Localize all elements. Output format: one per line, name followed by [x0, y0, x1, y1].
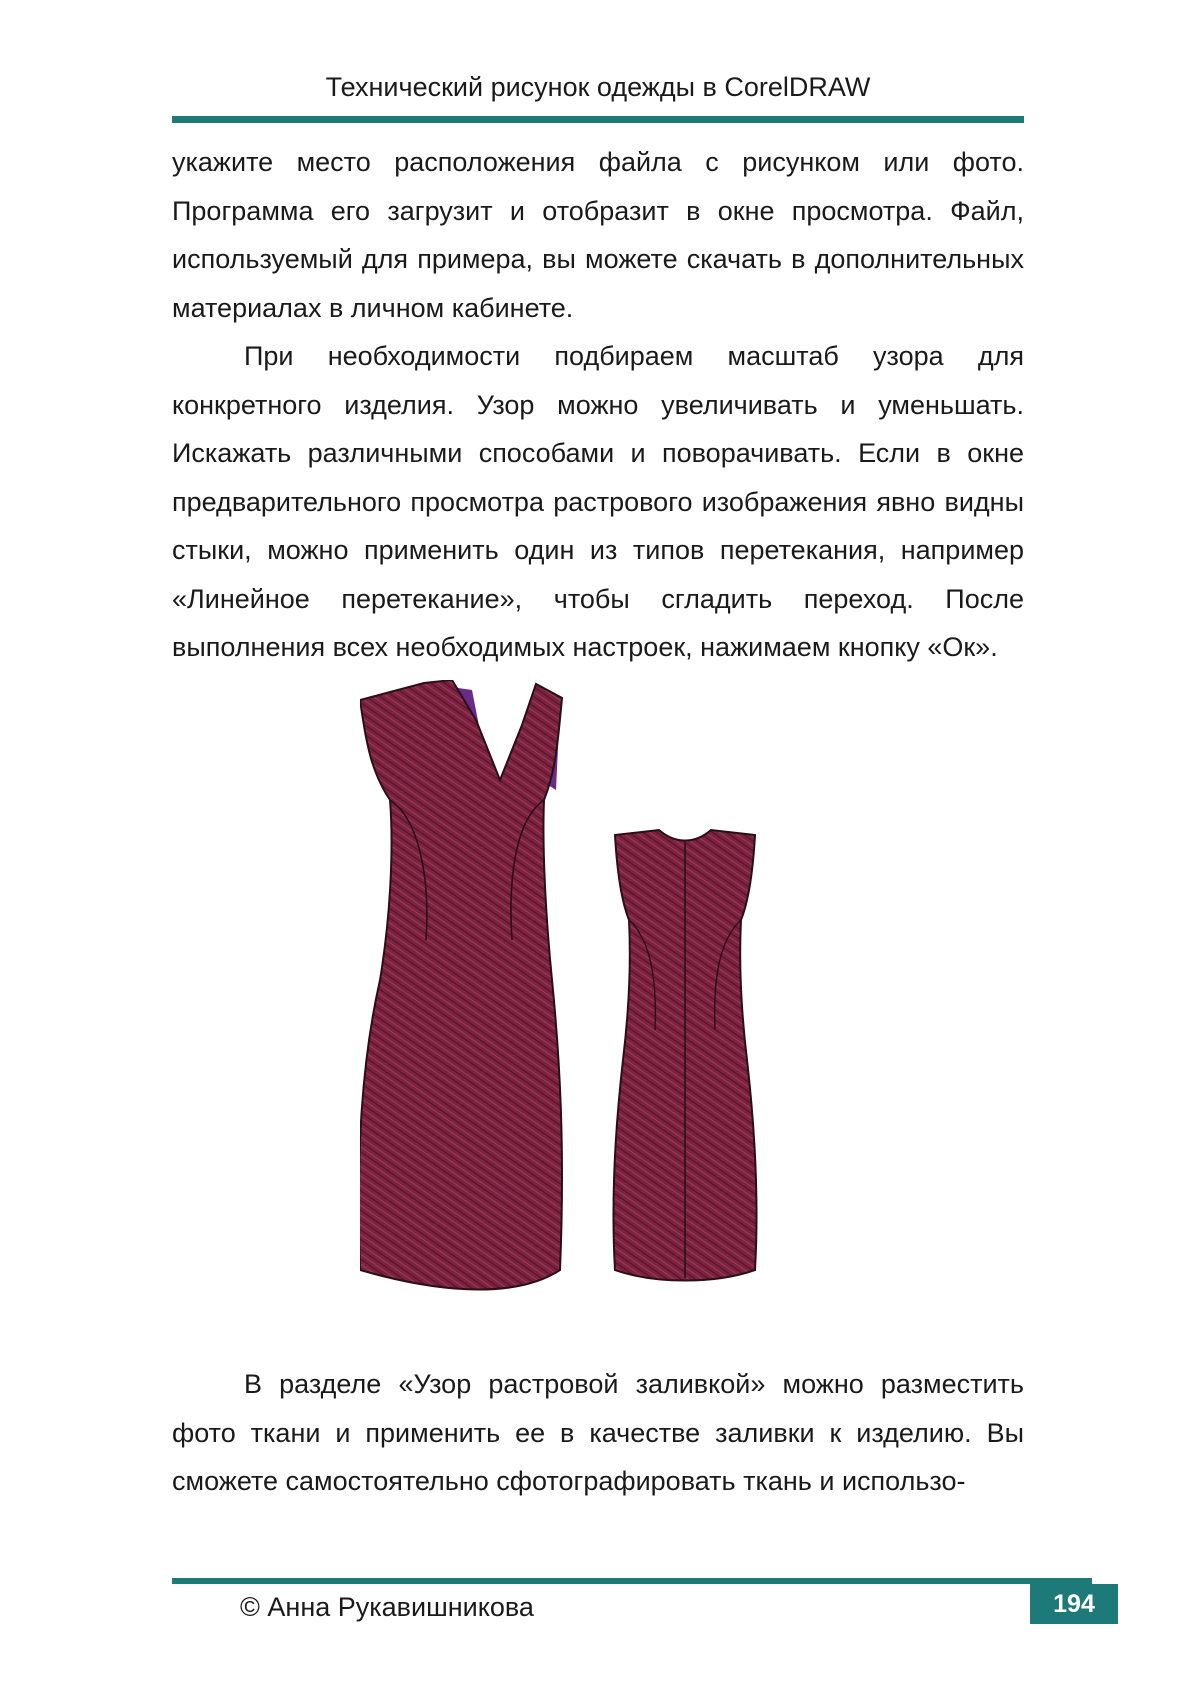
front-dress-body: [360, 680, 562, 1290]
header-rule: [172, 116, 1024, 123]
text-block-top: [172, 138, 1024, 672]
dress-illustration: [360, 680, 840, 1350]
paragraph: В разделе «Узор растровой заливкой» можно разместить фото ткани и применить ее в качестве заливки к изделию. Вы сможете самостоятельно сфотографировать ткань и использо-: [172, 1369, 1024, 1496]
back-dress-view: [613, 830, 756, 1281]
running-header-title: Технический рисунок одежды в CorelDRAW: [325, 72, 871, 102]
footer-rule: [172, 1578, 1092, 1584]
paragraph: При необходимости подбираем масштаб узора для конкретного изделия. Узор можно увеличивать и уменьшать. Искажать различными способами и поворачивать. Если в окне предварительного просмотра растрового изображения явно видны стыки, можно применить один из типов перетекания, например «Линейное перетекание», чтобы сгладить переход. После выполнения всех необходимых настроек, нажимаем кнопку «Ок».: [172, 341, 1024, 662]
paragraph: укажите место расположения файла с рисунком или фото. Программа его загрузит и отобразит в окне просмотра. Файл, используемый для примера, вы можете скачать в дополнительных материалах в личном кабинете.: [172, 147, 1024, 323]
page-number-badge: 194: [1030, 1584, 1118, 1624]
footer-author: © Анна Рукавишникова: [240, 1592, 534, 1622]
front-dress-view: [360, 680, 562, 1290]
text-block-bottom: [172, 1360, 1024, 1506]
